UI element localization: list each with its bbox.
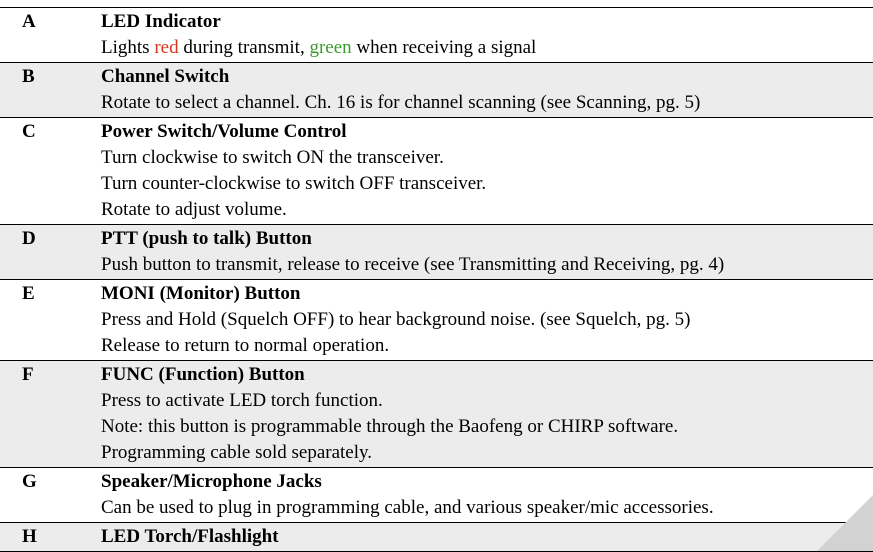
row-description-line: Rotate to adjust volume.: [101, 199, 287, 220]
row-description-line: Note: this button is programmable through the Baofeng or CHIRP software.: [101, 416, 679, 437]
table-row-f: [0, 360, 873, 467]
description-text: when receiving a signal: [351, 37, 537, 58]
row-content: [101, 9, 873, 61]
row-description-line: Push button to transmit, release to receive (see Transmitting and Receiving, pg. 4): [101, 254, 725, 275]
controls-table: [0, 7, 873, 552]
row-title: Speaker/Microphone Jacks: [101, 471, 322, 492]
row-description-line: Press to activate LED torch function.: [101, 390, 383, 411]
row-title: Channel Switch: [101, 66, 230, 87]
row-content: [101, 281, 873, 359]
table-row-g: [0, 467, 873, 522]
row-title: LED Torch/Flashlight: [101, 526, 279, 547]
description-text: Lights: [101, 37, 155, 58]
row-letter: C: [22, 121, 36, 142]
row-description-line: Turn counter-clockwise to switch OFF transceiver.: [101, 173, 487, 194]
row-content: [101, 119, 873, 223]
row-title: FUNC (Function) Button: [101, 364, 305, 385]
row-letter: E: [22, 283, 35, 304]
row-content: [101, 64, 873, 116]
table-row-h: [0, 522, 873, 552]
row-letter: F: [22, 364, 34, 385]
row-letter: A: [22, 11, 36, 32]
table-row-e: [0, 279, 873, 360]
row-description-line: Can be used to plug in programming cable, and various speaker/mic accessories.: [101, 497, 714, 518]
row-description-line: Release to return to normal operation.: [101, 335, 390, 356]
red-highlight-word: red: [154, 37, 179, 58]
row-letter: H: [22, 526, 37, 547]
table-row-a: [0, 7, 873, 62]
description-text: during transmit,: [178, 37, 310, 58]
row-description: [101, 35, 873, 61]
row-description-line: Turn clockwise to switch ON the transceiver.: [101, 147, 444, 168]
row-content: [101, 524, 873, 550]
row-letter: D: [22, 228, 36, 249]
table-row-c: [0, 117, 873, 224]
row-title: LED Indicator: [101, 11, 221, 32]
row-content: [101, 226, 873, 278]
row-description-line: Rotate to select a channel. Ch. 16 is for channel scanning (see Scanning, pg. 5): [101, 92, 701, 113]
row-description-line: Press and Hold (Squelch OFF) to hear background noise. (see Squelch, pg. 5): [101, 309, 691, 330]
row-letter: B: [22, 66, 35, 87]
table-row-b: [0, 62, 873, 117]
row-title: Power Switch/Volume Control: [101, 121, 347, 142]
row-content: [101, 362, 873, 466]
row-letter: G: [22, 471, 37, 492]
row-title: MONI (Monitor) Button: [101, 283, 301, 304]
green-highlight-word: green: [309, 37, 352, 58]
page-curl-corner: [817, 495, 873, 551]
row-content: [101, 469, 873, 521]
table-row-d: [0, 224, 873, 279]
row-title: PTT (push to talk) Button: [101, 228, 312, 249]
row-description-line: Programming cable sold separately.: [101, 442, 373, 463]
